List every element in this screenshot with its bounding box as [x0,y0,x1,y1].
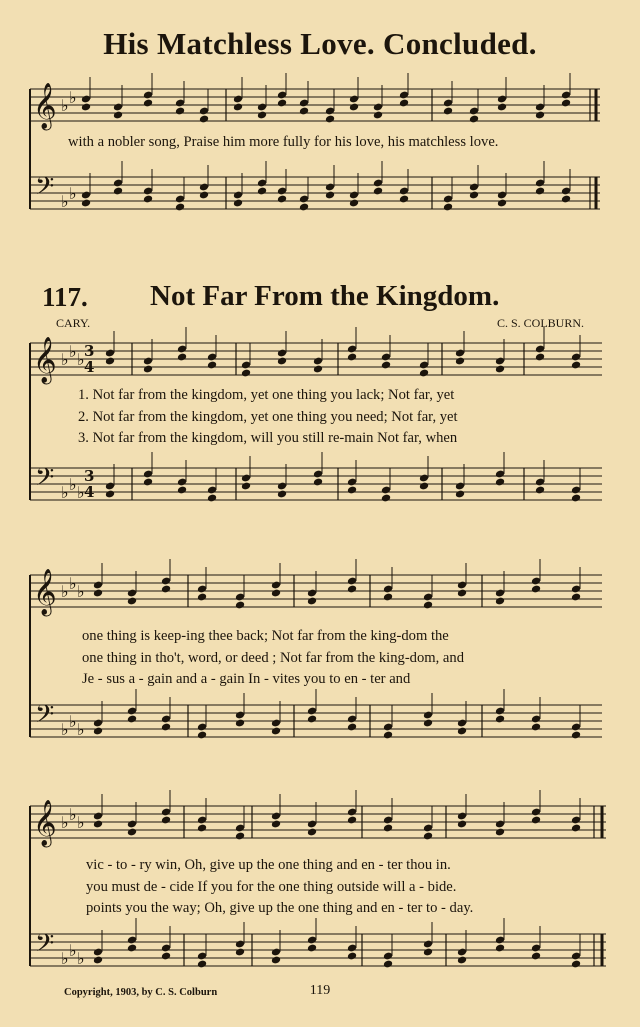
note-head [423,601,433,610]
note-head [535,187,545,196]
note-head [531,952,541,961]
note-head [93,820,103,829]
note-head [443,107,453,116]
note-head [571,731,581,740]
note-head [495,478,505,487]
note-head [423,832,433,841]
treble-clef-icon: 𝄞 [33,800,57,846]
lyric-line: with a nobler song, Praise him more fully for his love, his matchless love. [68,134,499,150]
flat-sign-icon: ♭ [61,192,69,211]
note-head [307,597,317,606]
lyric-line: 2. Not far from the kingdom, yet one thing you need; Not far, yet [78,409,458,425]
note-head [105,490,115,499]
lyric-line: you must de - cide If you for the one thing outside will a - bide. [86,879,457,895]
note-head [161,816,171,825]
note-head [235,948,245,957]
treble-clef-icon: 𝄞 [33,337,57,383]
note-head [373,187,383,196]
note-head [197,593,207,602]
note-head [347,952,357,961]
note-head [535,353,545,362]
note-head [419,482,429,491]
note-head [271,956,281,965]
note-head [347,585,357,594]
flat-sign-icon: ♭ [61,949,69,968]
note-head [277,490,287,499]
note-head [113,111,123,120]
note-head [347,723,357,732]
note-head [495,715,505,724]
time-signature: 4 [84,358,95,376]
note-head [235,719,245,728]
note-head [257,187,267,196]
note-head [93,589,103,598]
page-number: 119 [309,983,331,998]
note-head [423,719,433,728]
note-head [455,357,465,366]
note-head [383,731,393,740]
note-head [143,478,153,487]
note-head [271,820,281,829]
flat-sign-icon: ♭ [69,805,77,824]
note-head [241,482,251,491]
note-head [197,824,207,833]
note-head [495,828,505,837]
note-head [347,816,357,825]
note-head [197,731,207,740]
note-head [497,199,507,208]
note-head [257,111,267,120]
flat-sign-icon: ♭ [69,88,77,107]
flat-sign-icon: ♭ [61,813,69,832]
note-head [455,490,465,499]
note-head [469,191,479,200]
note-head [161,723,171,732]
note-head [383,824,393,833]
time-signature: 3 [84,467,95,485]
note-head [497,103,507,112]
note-head [571,593,581,602]
note-head [347,486,357,495]
note-head [207,361,217,370]
treble-clef-icon: 𝄞 [33,83,57,129]
note-head [199,115,209,124]
flat-sign-icon: ♭ [77,350,85,369]
note-head [457,727,467,736]
note-head [383,960,393,969]
note-head [419,369,429,378]
time-signature: 3 [84,342,95,360]
note-head [307,944,317,953]
note-head [161,585,171,594]
note-head [113,187,123,196]
lyric-line: vic - to - ry win, Oh, give up the one thing and en - ter thou in. [86,857,451,873]
bass-clef-icon: 𝄢 [35,929,55,964]
note-head [325,191,335,200]
note-head [127,715,137,724]
note-head [143,99,153,108]
note-head [307,715,317,724]
note-head [347,353,357,362]
note-head [271,727,281,736]
note-head [177,353,187,362]
note-head [277,357,287,366]
note-head [241,369,251,378]
note-head [349,199,359,208]
note-head [457,956,467,965]
flat-sign-icon: ♭ [77,582,85,601]
copyright-notice: Copyright, 1903, by C. S. Colburn [64,987,218,998]
note-head [373,111,383,120]
lyric-line: Je - sus a - gain and a - gain In - vites you to en - ter and [82,671,411,687]
note-head [127,597,137,606]
flat-sign-icon: ♭ [69,941,77,960]
note-head [81,103,91,112]
note-head [299,107,309,116]
note-head [161,952,171,961]
flat-sign-icon: ♭ [69,342,77,361]
flat-sign-icon: ♭ [77,813,85,832]
note-head [571,361,581,370]
hymn-title: Not Far From the Kingdom. [150,280,500,312]
note-head [313,478,323,487]
note-head [307,828,317,837]
note-head [207,494,217,503]
note-head [277,99,287,108]
flat-sign-icon: ♭ [61,350,69,369]
tune-name: CARY. [56,316,91,330]
bass-clef-icon: 𝄢 [35,700,55,735]
note-head [561,195,571,204]
note-head [531,723,541,732]
note-head [105,357,115,366]
note-head [233,103,243,112]
note-head [349,103,359,112]
note-head [271,589,281,598]
note-head [399,195,409,204]
flat-sign-icon: ♭ [61,582,69,601]
note-head [571,824,581,833]
note-head [457,820,467,829]
flat-sign-icon: ♭ [69,574,77,593]
note-head [423,948,433,957]
note-head [383,593,393,602]
note-head [235,601,245,610]
lyric-line: 1. Not far from the kingdom, yet one thing you lack; Not far, yet [78,387,455,403]
flat-sign-icon: ♭ [77,720,85,739]
note-head [399,99,409,108]
hymn-number: 117. [42,282,88,312]
lyric-line: one thing in tho't, word, or deed ; Not far from the king-dom, and [82,650,464,666]
time-signature: 4 [84,483,95,501]
note-head [457,589,467,598]
note-head [561,99,571,108]
note-head [299,203,309,212]
note-head [571,494,581,503]
page-title: His Matchless Love. Concluded. [103,26,537,61]
note-head [235,832,245,841]
note-head [535,111,545,120]
flat-sign-icon: ♭ [77,483,85,502]
note-head [469,115,479,124]
flat-sign-icon: ♭ [77,949,85,968]
note-head [127,944,137,953]
note-head [81,199,91,208]
note-head [199,191,209,200]
note-head [531,816,541,825]
note-head [93,956,103,965]
flat-sign-icon: ♭ [61,720,69,739]
note-head [495,365,505,374]
note-head [127,828,137,837]
note-head [93,727,103,736]
lyric-line: one thing is keep-ing thee back; Not far from the king-dom the [82,628,449,644]
note-head [233,199,243,208]
note-head [277,195,287,204]
flat-sign-icon: ♭ [69,184,77,203]
treble-clef-icon: 𝄞 [33,569,57,615]
note-head [177,486,187,495]
composer-name: C. S. COLBURN. [496,316,584,330]
note-head [531,585,541,594]
lyric-line: points you the way; Oh, give up the one thing and en - ter to - day. [86,900,474,916]
note-head [197,960,207,969]
lyric-line: 3. Not far from the kingdom, will you still re-main Not far, when [78,430,458,446]
flat-sign-icon: ♭ [61,96,69,115]
note-head [325,115,335,124]
note-head [495,597,505,606]
note-head [495,944,505,953]
flat-sign-icon: ♭ [61,483,69,502]
bass-clef-icon: 𝄢 [35,463,55,498]
note-head [443,203,453,212]
note-head [175,107,185,116]
note-head [571,960,581,969]
flat-sign-icon: ♭ [69,475,77,494]
flat-sign-icon: ♭ [69,712,77,731]
note-head [381,494,391,503]
note-head [143,195,153,204]
note-head [143,365,153,374]
note-head [175,203,185,212]
bass-clef-icon: 𝄢 [35,172,55,207]
note-head [313,365,323,374]
note-head [381,361,391,370]
note-head [535,486,545,495]
